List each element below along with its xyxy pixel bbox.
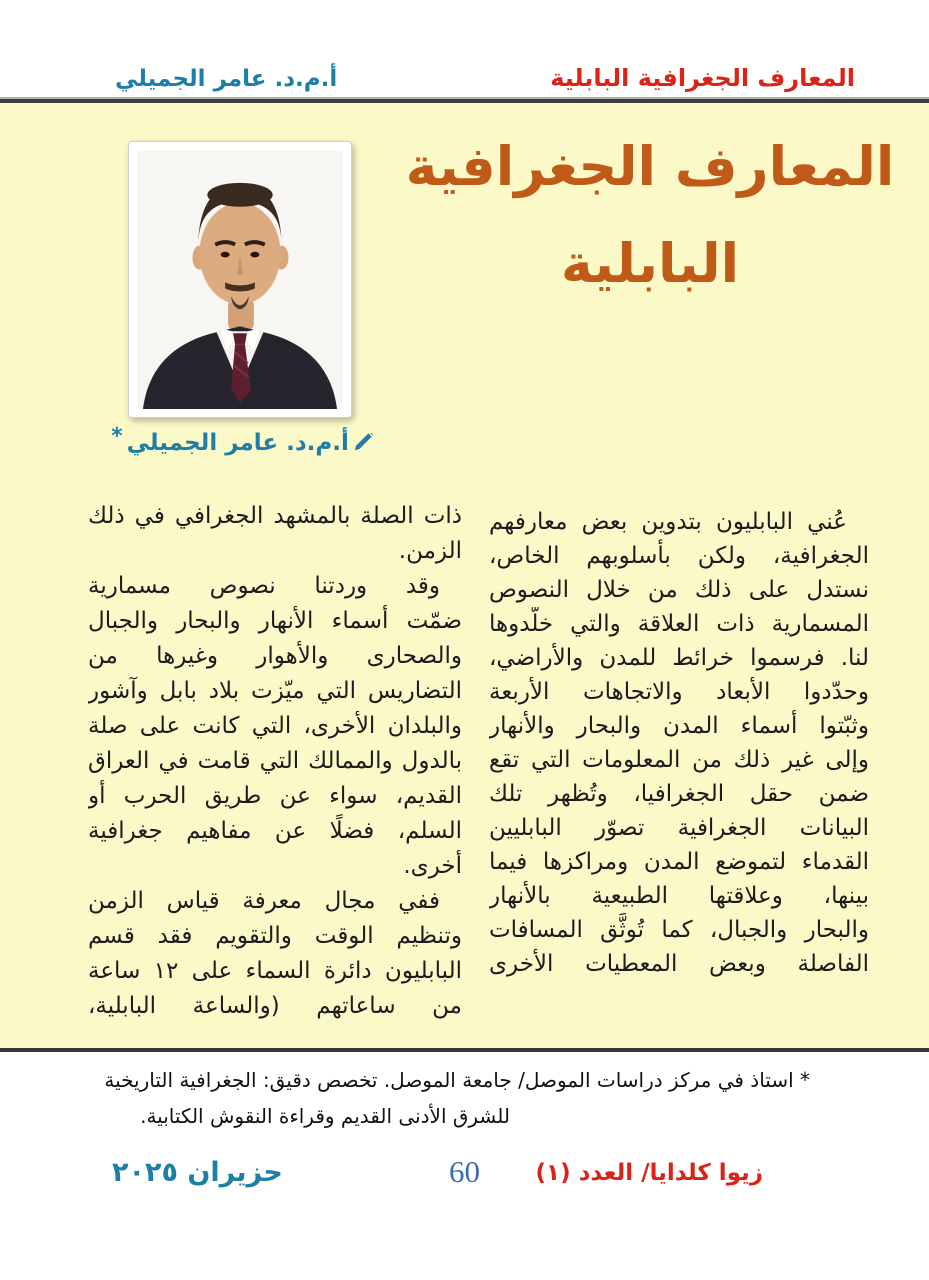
- body-line: التضاريس التي ميّزت بلاد بابل وآشور: [88, 678, 462, 704]
- running-head-title: المعارف الجغرافية البابلية: [550, 64, 855, 92]
- issue-date: حزيران ٢٠٢٥: [112, 1157, 283, 1188]
- footnote-asterisk: *: [111, 424, 123, 449]
- body-line: وحدّدوا الأبعاد والاتجاهات الأربعة: [489, 679, 869, 705]
- body-line: لنا. فرسموا خرائط للمدن والأراضي،: [489, 645, 869, 671]
- body-line: والبلدان الأخرى، التي كانت على صلة: [88, 713, 462, 739]
- article-title-line1: المعارف الجغرافية: [405, 135, 895, 198]
- photo-caption-name: أ.م.د. عامر الجميلي: [126, 430, 349, 456]
- footnote: [60, 1062, 810, 1134]
- body-line: أخرى.: [403, 853, 462, 879]
- body-line: ضمن حقل الجغرافيا، وتُظهر تلك: [489, 781, 869, 807]
- body-line: الجغرافية، ولكن بأسلوبهم الخاص،: [489, 543, 869, 569]
- body-line: والبحار والجبال، كما تُوثَّق المسافات: [489, 917, 869, 943]
- photo-caption: [104, 424, 384, 456]
- body-line: بالدول والممالك التي قامت في العراق: [88, 748, 462, 774]
- body-line: والصحارى والأهوار وغيرها من: [88, 643, 462, 669]
- body-line: الفاصلة وبعض المعطيات الأخرى: [489, 951, 869, 977]
- article-title: [395, 118, 905, 312]
- body-line: ففي مجال معرفة قياس الزمن: [88, 888, 440, 914]
- body-line: ضمّت أسماء الأنهار والبحار والجبال: [88, 608, 462, 634]
- body-line: نستدل على ذلك من خلال النصوص: [489, 577, 869, 603]
- journal-issue: زيوا كلدايا/ العدد (١): [535, 1160, 763, 1186]
- footnote-line2: للشرق الأدنى القديم وقراءة النقوش الكتابية.: [140, 1104, 510, 1128]
- portrait-illustration: [137, 150, 343, 409]
- body-column-right: [489, 505, 869, 981]
- body-line: ذات الصلة بالمشهد الجغرافي في ذلك: [88, 503, 462, 529]
- body-column-left: [88, 499, 462, 1024]
- body-line: وإلى غير ذلك من المعلومات التي تقع: [489, 747, 869, 773]
- body-line: السلم، فضلًا عن مفاهيم جغرافية: [88, 818, 462, 844]
- body-line: وقد وردتنا نصوص مسمارية: [88, 573, 440, 599]
- body-line: القديم، سواء عن طريق الحرب أو: [88, 783, 462, 809]
- page-number: 60: [449, 1154, 480, 1189]
- body-line: من ساعاتهم (والساعة البابلية،: [88, 993, 462, 1019]
- footnote-line1: * استاذ في مركز دراسات الموصل/ جامعة الموصل. تخصص دقيق: الجغرافية التاريخية: [104, 1068, 810, 1092]
- body-line: البيانات الجغرافية تصوّر البابليين: [489, 815, 869, 841]
- body-line: الزمن.: [398, 538, 462, 564]
- pen-icon: [351, 431, 377, 453]
- body-line: القدماء لتموضع المدن ومراكزها فيما: [489, 849, 869, 875]
- author-photo: [128, 141, 352, 418]
- body-line: البابليون دائرة السماء على ١٢ ساعة: [88, 958, 462, 984]
- running-head-author: أ.م.د. عامر الجميلي: [115, 66, 338, 92]
- body-line: بينها، وعلاقتها الطبيعية بالأنهار: [489, 883, 869, 909]
- body-line: المسمارية ذات العلاقة والتي خلّدوها: [489, 611, 869, 637]
- article-title-line2: البابلية: [560, 232, 740, 295]
- body-line: وتنظيم الوقت والتقويم فقد قسم: [88, 923, 462, 949]
- body-line: عُني البابليون بتدوين بعض معارفهم: [489, 509, 847, 535]
- body-line: وثبّتوا أسماء المدن والبحار والأنهار: [489, 713, 869, 739]
